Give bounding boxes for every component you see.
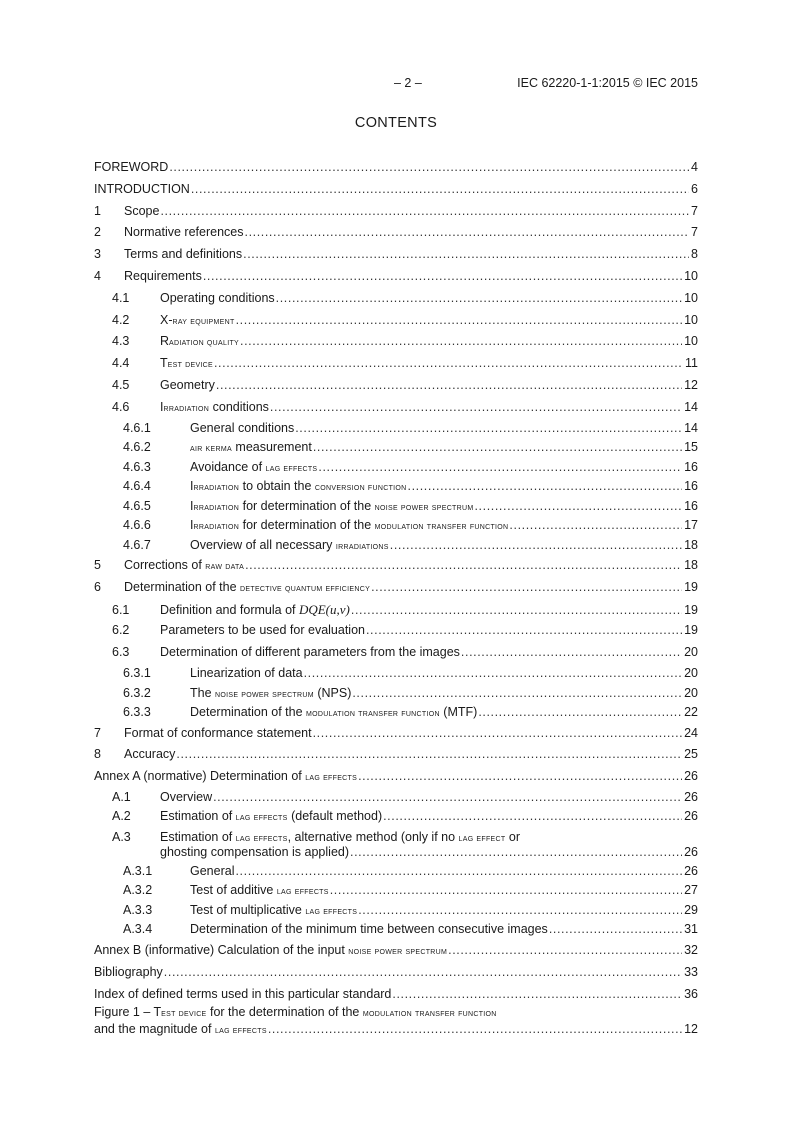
toc-entry-a-2[interactable]: A.2 Estimation of lag effects (default method) ..... 26 [94, 807, 698, 827]
toc-entry-4-6-7[interactable]: 4.6.7 Overview of all necessary irradiations ..... 18 [94, 536, 698, 556]
toc-entry-4-6-2[interactable]: 4.6.2 air kerma measurement ..... 15 [94, 438, 698, 458]
toc-entry-bibliography[interactable]: Bibliography ..... 33 [94, 962, 698, 984]
toc-entry-3[interactable]: 3 Terms and definitions ..... 8 [94, 244, 698, 266]
toc-entry-2[interactable]: 2 Normative references ..... 7 [94, 222, 698, 244]
toc-entry-a-3-1[interactable]: A.3.1 General ..... 26 [94, 862, 698, 882]
toc-entry-a-3-2[interactable]: A.3.2 Test of additive lag effects ..... 27 [94, 881, 698, 901]
toc-entry-6-3-3[interactable]: 6.3.3 Determination of the modulation transfer function (MTF) ..... 22 [94, 703, 698, 723]
figure-entry-1-continued[interactable]: and the magnitude of lag effects ..... 12 [94, 1021, 698, 1038]
toc-entry-index[interactable]: Index of defined terms used in this particular standard ..... 36 [94, 984, 698, 1006]
toc-entry-introduction[interactable]: INTRODUCTION ..... 6 [94, 179, 698, 201]
toc-entry-5[interactable]: 5 Corrections of raw data ..... 18 [94, 555, 698, 577]
toc-entry-4-6-3[interactable]: 4.6.3 Avoidance of lag effects ..... 16 [94, 458, 698, 478]
toc-entry-6-3-1[interactable]: 6.3.1 Linearization of data ..... 20 [94, 664, 698, 684]
toc-entry-6[interactable]: 6 Determination of the detective quantum efficiency ..... 19 [94, 577, 698, 599]
toc-entry-6-1[interactable]: 6.1 Definition and formula of DQE(u,v) ..... 19 [94, 599, 698, 621]
toc-entry-4-6-5[interactable]: 4.6.5 Irradiation for determination of the noise power spectrum ..... 16 [94, 497, 698, 517]
toc-entry-4-1[interactable]: 4.1 Operating conditions ..... 10 [94, 288, 698, 310]
toc-entry-a-1[interactable]: A.1 Overview ..... 26 [94, 788, 698, 808]
table-of-contents [94, 157, 698, 1005]
toc-entry-a-3-3[interactable]: A.3.3 Test of multiplicative lag effects ..... 29 [94, 901, 698, 921]
toc-entry-annex-b[interactable]: Annex B (informative) Calculation of the input noise power spectrum ..... 32 [94, 940, 698, 962]
toc-entry-4[interactable]: 4 Requirements ..... 10 [94, 266, 698, 288]
page-title: CONTENTS [354, 115, 438, 131]
toc-entry-annex-a[interactable]: Annex A (normative) Determination of lag effects ..... 26 [94, 766, 698, 788]
toc-entry-4-5[interactable]: 4.5 Geometry ..... 12 [94, 375, 698, 397]
toc-entry-4-3[interactable]: 4.3 Radiation quality ..... 10 [94, 331, 698, 353]
toc-entry-a-3-continued[interactable]: ghosting compensation is applied) ..... 26 [94, 845, 698, 862]
figure-entry-1[interactable]: Figure 1 – Test device for the determination of the modulation transfer function [94, 1005, 497, 1019]
toc-entry-1[interactable]: 1 Scope ..... 7 [94, 201, 698, 223]
toc-entry-6-3-2[interactable]: 6.3.2 The noise power spectrum (NPS) ..... 20 [94, 684, 698, 704]
toc-entry-4-6-6[interactable]: 4.6.6 Irradiation for determination of the modulation transfer function ..... 17 [94, 516, 698, 536]
toc-entry-6-3[interactable]: 6.3 Determination of different parameters from the images ..... 20 [94, 642, 698, 664]
toc-entry-4-6[interactable]: 4.6 Irradiation conditions ..... 14 [94, 397, 698, 419]
toc-entry-4-2[interactable]: 4.2 X-ray equipment ..... 10 [94, 310, 698, 332]
toc-entry-4-4[interactable]: 4.4 Test device ..... 11 [94, 353, 698, 375]
toc-entry-4-6-1[interactable]: 4.6.1 General conditions ..... 14 [94, 419, 698, 439]
list-of-figures [94, 1004, 698, 1038]
page-number: – 2 – [394, 76, 422, 90]
toc-entry-foreword[interactable]: FOREWORD ..... 4 [94, 157, 698, 179]
document-reference: IEC 62220-1-1:2015 © IEC 2015 [517, 76, 698, 90]
toc-entry-8[interactable]: 8 Accuracy ..... 25 [94, 744, 698, 766]
toc-entry-4-6-4[interactable]: 4.6.4 Irradiation to obtain the conversion function ..... 16 [94, 477, 698, 497]
toc-entry-7[interactable]: 7 Format of conformance statement ..... 24 [94, 723, 698, 745]
toc-entry-a-3-4[interactable]: A.3.4 Determination of the minimum time between consecutive images ..... 31 [94, 920, 698, 940]
page-header [94, 76, 698, 92]
toc-entry-6-2[interactable]: 6.2 Parameters to be used for evaluation ..... 19 [94, 620, 698, 642]
toc-entry-a-3[interactable]: A.3 Estimation of lag effects, alternative method (only if no lag effect or [112, 829, 521, 844]
